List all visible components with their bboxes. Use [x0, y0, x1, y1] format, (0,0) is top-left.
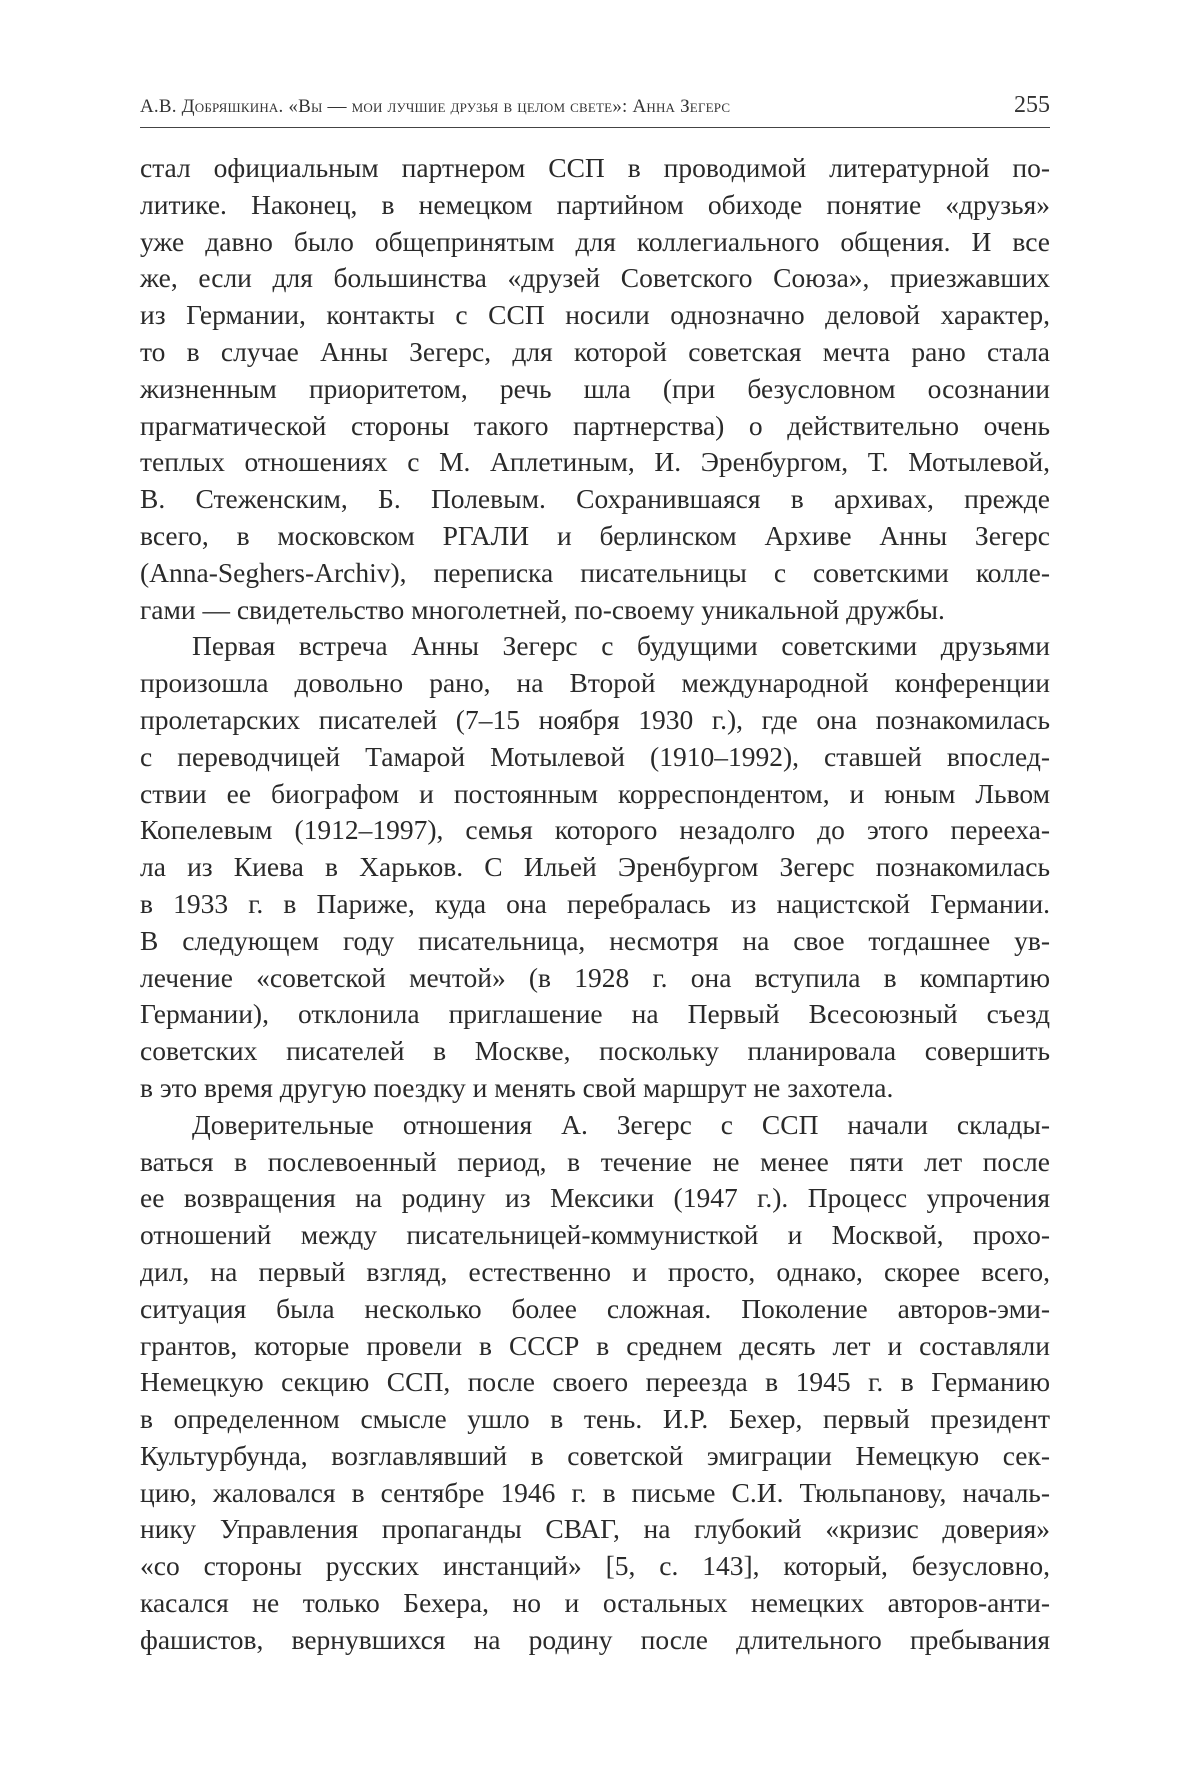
text-line: ствии ее биографом и постоянным корреспондентом, и юным Львом — [140, 777, 1050, 809]
text-line: Доверительные отношения А. Зегерс с ССП начали склады- — [192, 1108, 1050, 1140]
text-line: дил, на первый взгляд, естественно и просто, однако, скорее всего, — [140, 1255, 1050, 1287]
text-line: В следующем году писательница, несмотря на свое тогдашнее ув- — [140, 924, 1050, 956]
text-line: жизненным приоритетом, речь шла (при безусловном осознании — [140, 372, 1050, 404]
text-line: уже давно было общепринятым для коллегиального общения. И все — [140, 225, 1050, 257]
text-line: «со стороны русских инстанций» [5, с. 143], который, безусловно, — [140, 1550, 1050, 1582]
text-line: ситуация была несколько более сложная. Поколение авторов-эми- — [140, 1292, 1050, 1324]
text-line: Культурбунда, возглавлявший в советской эмиграции Немецкую сек- — [140, 1439, 1050, 1471]
text-line: литике. Наконец, в немецком партийном обиходе понятие «друзья» — [140, 188, 1050, 220]
text-line: ла из Киева в Харьков. С Ильей Эренбургом Зегерс познакомилась — [140, 851, 1050, 883]
running-title: А.В. Добряшкина. «Вы — мои лучшие друзья в целом свете»: Анна Зегерс — [140, 96, 731, 117]
text-line: отношений между писательницей-коммунисткой и Москвой, прохо- — [140, 1219, 1050, 1251]
header-rule — [140, 127, 1050, 128]
page-number: 255 — [1014, 92, 1050, 118]
text-line: из Германии, контакты с ССП носили однозначно деловой характер, — [140, 299, 1050, 331]
text-line: (Anna-Seghers-Archiv), переписка писательницы с советскими колле- — [140, 556, 1050, 588]
text-line: грантов, которые провели в СССР в среднем десять лет и составляли — [140, 1329, 1050, 1361]
text-line: же, если для большинства «друзей Советского Союза», приезжавших — [140, 262, 1050, 294]
text-line: произошла довольно рано, на Второй международной конференции — [140, 667, 1050, 699]
body-text — [140, 150, 1050, 1659]
text-line: прагматической стороны такого партнерства) о действительно очень — [140, 409, 1050, 441]
text-line: Первая встреча Анны Зегерс с будущими советскими друзьями — [192, 630, 1050, 662]
text-line: Германии), отклонила приглашение на Первый Всесоюзный съезд — [140, 998, 1050, 1030]
text-line: в определенном смысле ушло в тень. И.Р. Бехер, первый президент — [140, 1403, 1050, 1435]
text-line: с переводчицей Тамарой Мотылевой (1910–1992), ставшей впослед- — [140, 740, 1050, 772]
text-line: то в случае Анны Зегерс, для которой советская мечта рано стала — [140, 335, 1050, 367]
paragraph — [140, 628, 1050, 1106]
text-line: пролетарских писателей (7–15 ноября 1930 г.), где она познакомилась — [140, 703, 1050, 735]
text-line: лечение «советской мечтой» (в 1928 г. она вступила в компартию — [140, 961, 1050, 993]
text-line: советских писателей в Москве, поскольку планировала совершить — [140, 1035, 1050, 1067]
text-line: В. Стеженским, Б. Полевым. Сохранившаяся в архивах, прежде — [140, 483, 1050, 515]
running-header — [140, 90, 1050, 124]
text-line: Копелевым (1912–1997), семья которого незадолго до этого перееха- — [140, 814, 1050, 846]
text-line: в это время другую поездку и менять свой маршрут не захотела. — [140, 1071, 894, 1103]
paragraph — [140, 150, 1050, 628]
text-line: гами — свидетельство многолетней, по-своему уникальной дружбы. — [140, 593, 945, 625]
text-line: Немецкую секцию ССП, после своего переезда в 1945 г. в Германию — [140, 1366, 1050, 1398]
text-line: теплых отношениях с М. Аплетиным, И. Эренбургом, Т. Мотылевой, — [140, 446, 1050, 478]
text-line: касался не только Бехера, но и остальных немецких авторов-анти- — [140, 1587, 1050, 1619]
paragraph — [140, 1107, 1050, 1659]
text-line: всего, в московском РГАЛИ и берлинском Архиве Анны Зегерс — [140, 519, 1050, 551]
text-line: цию, жаловался в сентябре 1946 г. в письме С.И. Тюльпанову, началь- — [140, 1476, 1050, 1508]
text-line: ваться в послевоенный период, в течение не менее пяти лет после — [140, 1145, 1050, 1177]
text-line: стал официальным партнером ССП в проводимой литературной по- — [140, 152, 1050, 183]
text-line: ее возвращения на родину из Мексики (1947 г.). Процесс упрочения — [140, 1182, 1050, 1214]
text-line: в 1933 г. в Париже, куда она перебралась из нацистской Германии. — [140, 887, 1050, 919]
text-line: нику Управления пропаганды СВАГ, на глубокий «кризис доверия» — [140, 1513, 1050, 1545]
text-line: фашистов, вернувшихся на родину после длительного пребывания — [140, 1623, 1050, 1655]
